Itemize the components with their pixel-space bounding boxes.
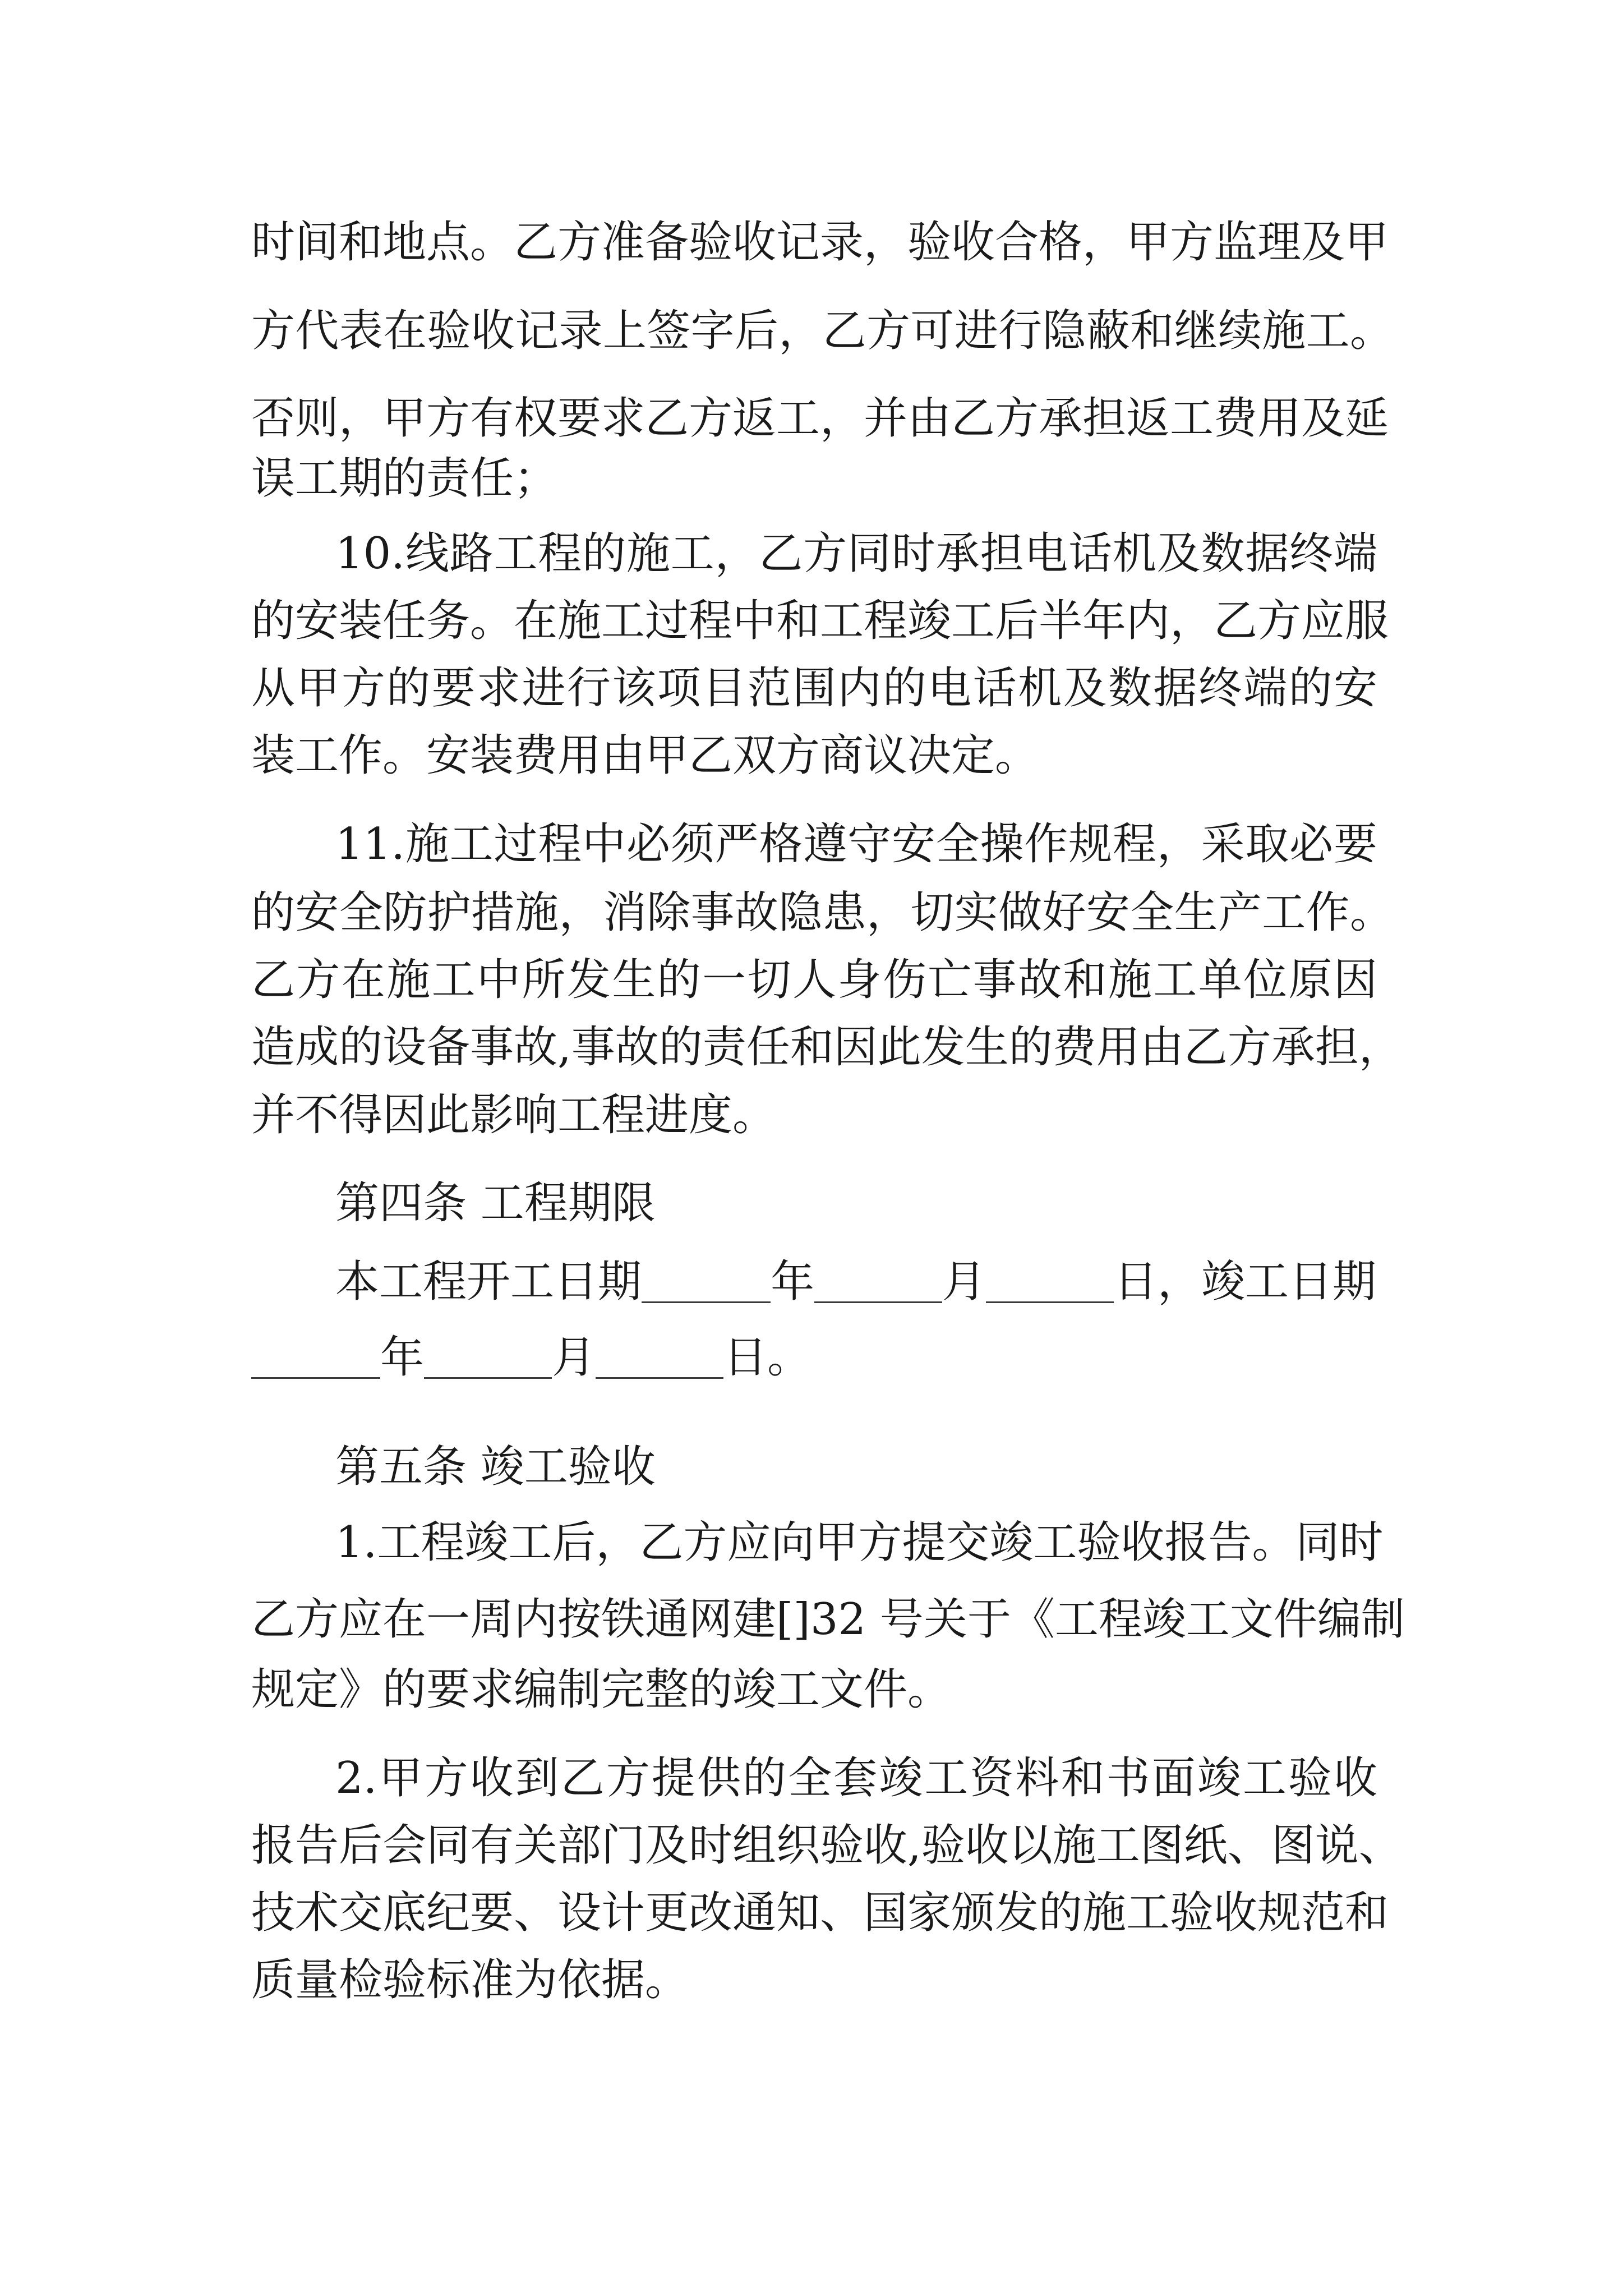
text-line: 报告后会同有关部门及时组织验收,验收以施工图纸、图说、 [251, 1820, 1403, 1871]
start-date-label: 本工程开工日期 [335, 1257, 642, 1307]
end-day-blank [596, 1323, 723, 1379]
text-line: 装工作。安装费用由甲乙双方商议决定。 [251, 730, 1039, 781]
year-label: 年 [380, 1332, 425, 1383]
end-month-blank [424, 1323, 552, 1379]
clause-first-line: 2.甲方收到乙方提供的全套竣工资料和书面竣工验收 [335, 1753, 1377, 1803]
start-month-blank [814, 1247, 942, 1303]
text-line: 的安装任务。在施工过程中和工程竣工后半年内，乙方应服 [251, 596, 1389, 646]
article-heading: 第四条 工程期限 [335, 1178, 656, 1228]
month-label: 月 [942, 1257, 986, 1307]
end-year-blank [251, 1323, 380, 1379]
month-label: 月 [552, 1332, 596, 1383]
start-year-blank [642, 1247, 771, 1303]
text-line: 质量检验标准为依据。 [251, 1955, 689, 2005]
schedule-line [335, 1254, 1376, 1310]
article-heading: 第五条 竣工验收 [335, 1442, 656, 1492]
clause-first-line: 1.工程竣工后，乙方应向甲方提交竣工验收报告。同时 [335, 1517, 1384, 1568]
text-line: 方代表在验收记录上签字后，乙方可进行隐蔽和继续施工。 [251, 306, 1394, 356]
text-line: 并不得因此影响工程进度。 [251, 1090, 777, 1140]
schedule-line [251, 1329, 811, 1386]
day-label: 日。 [723, 1332, 811, 1383]
text-line: 时间和地点。乙方准备验收记录，验收合格，甲方监理及甲 [251, 217, 1389, 268]
text-line: 技术交底纪要、设计更改通知、国家颁发的施工验收规范和 [251, 1888, 1389, 1938]
clause-first-line: 10.线路工程的施工，乙方同时承担电话机及数据终端 [335, 528, 1377, 579]
text-line: 的安全防护措施，消除事故隐患，切实做好安全生产工作。 [251, 887, 1394, 938]
text-line: 否则，甲方有权要求乙方返工，并由乙方承担返工费用及延 [251, 393, 1389, 444]
text-line: 规定》的要求编制完整的竣工文件。 [251, 1664, 952, 1715]
text-line: 从甲方的要求进行该项目范围内的电话机及数据终端的安 [251, 663, 1377, 714]
start-day-blank [986, 1247, 1114, 1303]
text-line: 乙方在施工中所发生的一切人身伤亡事故和施工单位原因 [251, 955, 1377, 1005]
text-line: 误工期的责任； [251, 453, 558, 504]
completion-date-label: 日，竣工日期 [1114, 1257, 1377, 1307]
year-label: 年 [771, 1257, 815, 1307]
text-line: 乙方应在一周内按铁通网建[]32 号关于《工程竣工文件编制 [251, 1594, 1405, 1645]
text-line: 造成的设备事故,事故的责任和因此发生的费用由乙方承担， [251, 1022, 1403, 1073]
clause-first-line: 11.施工过程中必须严格遵守安全操作规程，采取必要 [335, 819, 1377, 869]
